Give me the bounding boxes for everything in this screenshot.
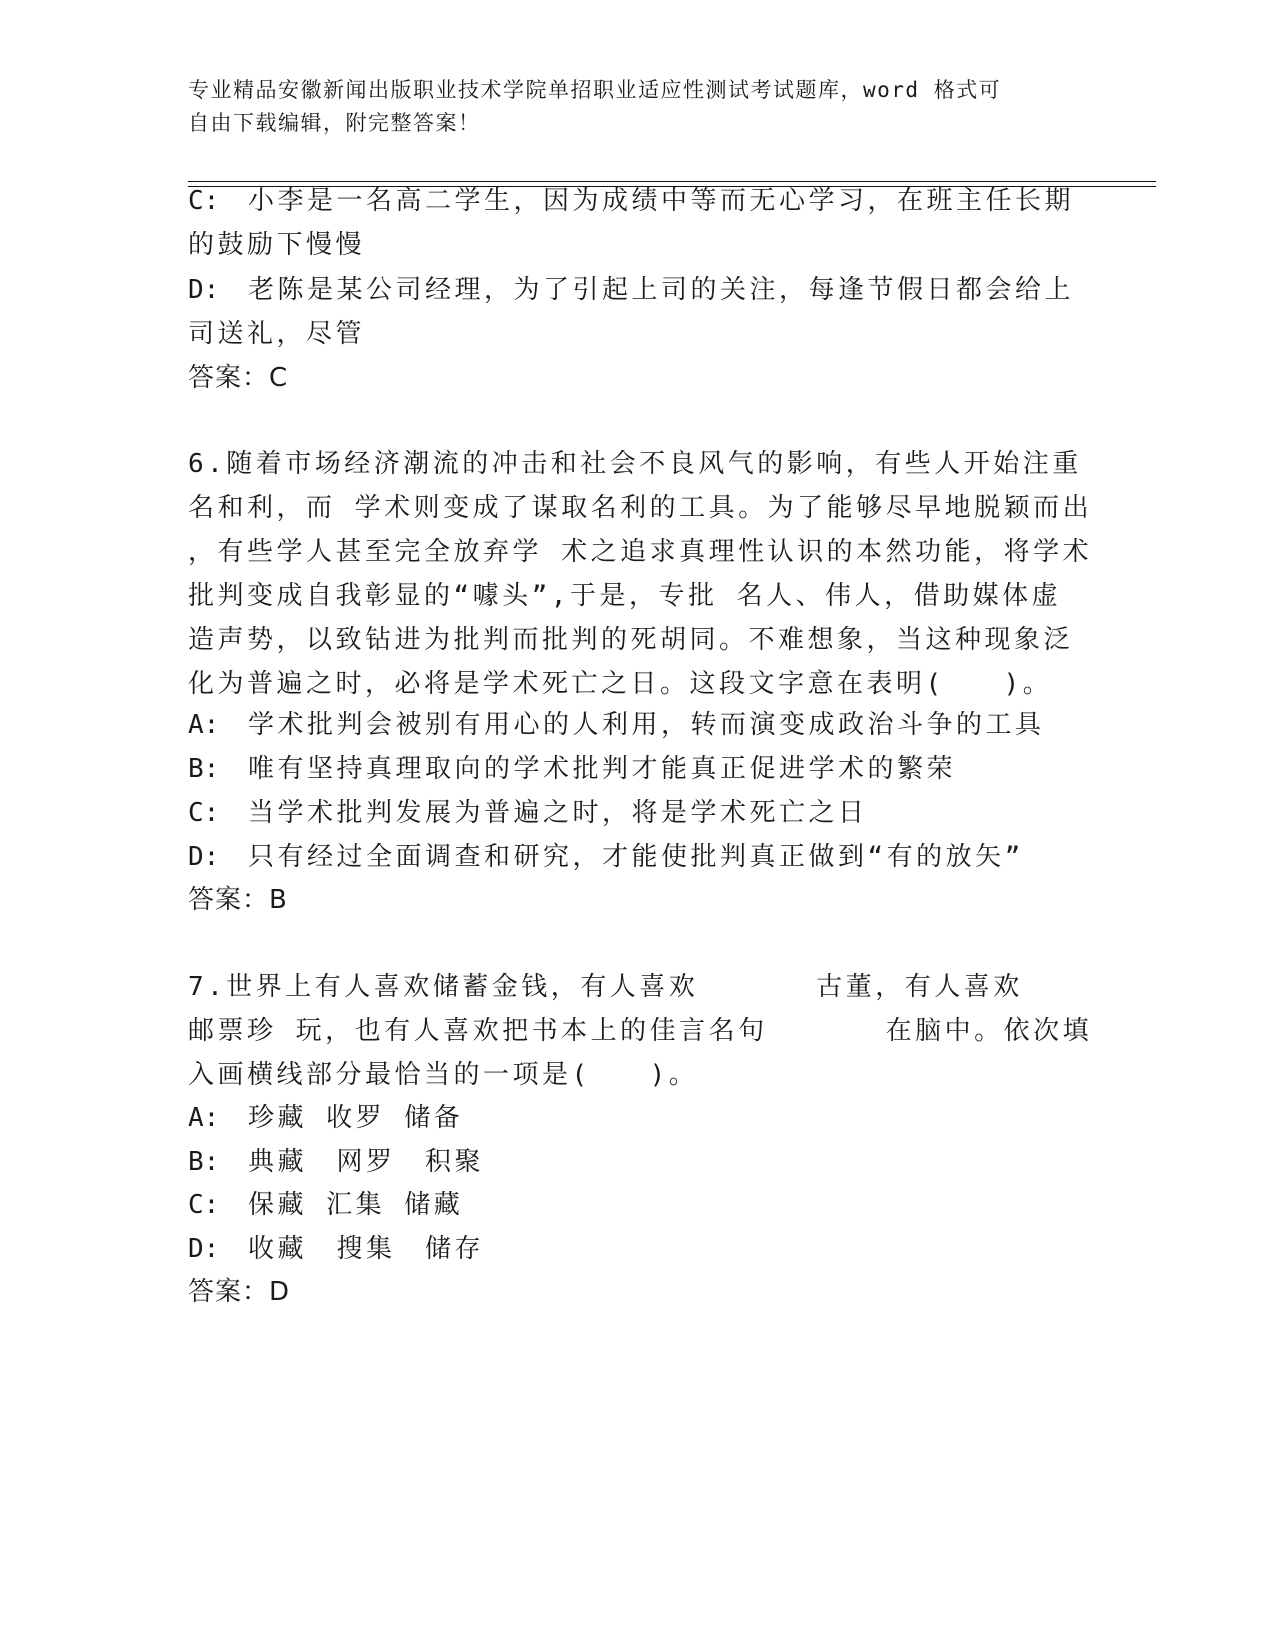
option-text: 珍藏 收罗 储备: [248, 1103, 464, 1133]
option-label: B:: [188, 1147, 220, 1177]
q6-answer: 答案：B: [188, 885, 288, 915]
q5-option-c: [188, 184, 1074, 218]
option-label: D:: [188, 275, 220, 305]
option-label: D:: [188, 1234, 220, 1264]
option-text: 学术批判会被别有用心的人利用，转而演变成政治斗争的工具: [248, 710, 1045, 740]
q7-stem-line: 入画横线部分最恰当的一项是( )。: [188, 1060, 699, 1090]
q6-option-a: [188, 708, 1045, 742]
q6-stem-line: 名和利，而 学术则变成了谋取名利的工具。为了能够尽早地脱颖而出: [188, 493, 1093, 523]
q6-stem-line: 造声势，以致钻进为批判而批判的死胡同。不难想象，当这种现象泛: [188, 625, 1074, 655]
header-line-1: 专业精品安徽新闻出版职业技术学院单招职业适应性测试考试题库，word 格式可: [188, 78, 1002, 102]
q7-option-c: [188, 1188, 463, 1222]
q6-stem-line: 化为普遍之时，必将是学术死亡之日。这段文字意在表明( )。: [188, 669, 1053, 699]
q5-option-c-cont: 的鼓励下慢慢: [188, 230, 366, 260]
q6-option-b: [188, 752, 956, 786]
option-text: 典藏 网罗 积聚: [248, 1147, 485, 1177]
q5-option-d: [188, 273, 1074, 307]
q7-stem-line: 7.世界上有人喜欢储蓄金钱，有人喜欢 古董，有人喜欢: [188, 972, 1023, 1002]
q7-option-d: [188, 1232, 484, 1266]
option-label: C:: [188, 186, 220, 216]
option-text: 收藏 搜集 储存: [248, 1234, 485, 1264]
q6-stem-line: 6.随着市场经济潮流的冲击和社会不良风气的影响，有些人开始注重: [188, 449, 1082, 479]
header-divider-top: [188, 181, 1156, 182]
q6-option-d: [188, 840, 1024, 874]
header-line-2: 自由下载编辑，附完整答案！: [188, 111, 481, 135]
q5-option-d-cont: 司送礼，尽管: [188, 319, 366, 349]
q7-stem-line: 邮票珍 玩，也有人喜欢把书本上的佳言名句 在脑中。依次填: [188, 1016, 1093, 1046]
option-label: A:: [188, 1103, 220, 1133]
option-text: 保藏 汇集 储藏: [248, 1190, 464, 1220]
option-label: C:: [188, 1190, 220, 1220]
option-text: 小李是一名高二学生，因为成绩中等而无心学习，在班主任长期: [248, 186, 1075, 216]
q7-option-b: [188, 1145, 484, 1179]
q6-stem-line: ，有些学人甚至完全放弃学 术之追求真理性认识的本然功能，将学术: [188, 537, 1093, 567]
q5-answer: 答案：C: [188, 363, 289, 393]
option-label: A:: [188, 710, 220, 740]
option-text: 唯有坚持真理取向的学术批判才能真正促进学术的繁荣: [248, 754, 957, 784]
option-text: 当学术批判发展为普遍之时，将是学术死亡之日: [248, 798, 868, 828]
q7-answer: 答案：D: [188, 1277, 291, 1307]
option-text: 只有经过全面调查和研究，才能使批判真正做到“有的放矢”: [248, 842, 1024, 872]
q7-option-a: [188, 1101, 463, 1135]
q6-stem-line: 批判变成自我彰显的“噱头”,于是，专批 名人、伟人，借助媒体虚: [188, 581, 1062, 611]
option-text: 老陈是某公司经理，为了引起上司的关注，每逢节假日都会给上: [248, 275, 1075, 305]
q6-option-c: [188, 796, 868, 830]
option-label: C:: [188, 798, 220, 828]
document-header: [188, 74, 1068, 140]
option-label: B:: [188, 754, 220, 784]
option-label: D:: [188, 842, 220, 872]
